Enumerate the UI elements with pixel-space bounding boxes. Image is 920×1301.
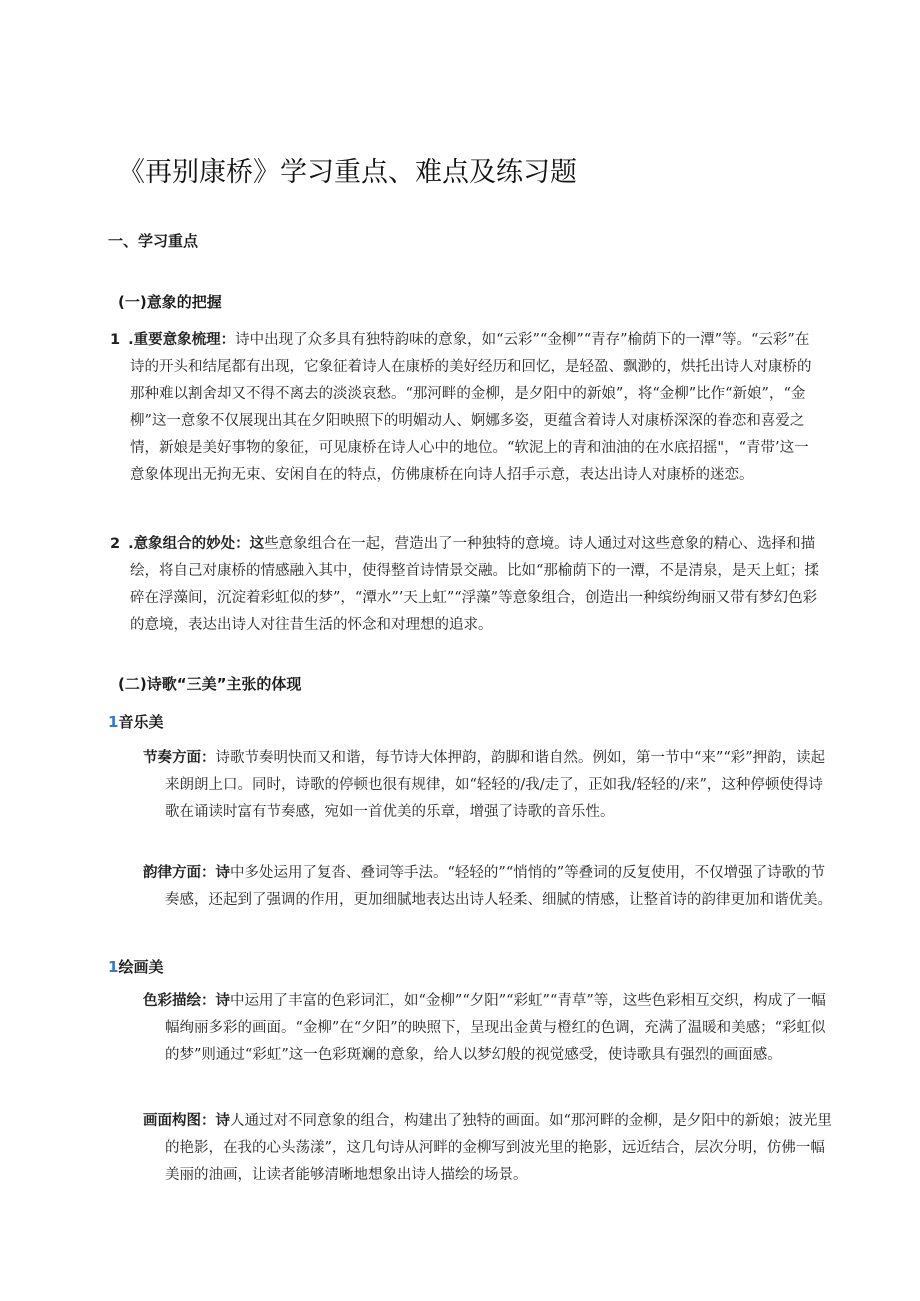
subsection-heading-imagery: (一)意象的把握 [118,293,222,311]
paragraph-imagery-review [110,327,820,489]
paragraph-meter [143,860,833,914]
paragraph-text: 诗中出现了众多具有独特韵味的意象，如“云彩”“金柳”“青存”榆荫下的一潭”等。“云彩”在诗的开头和结尾都有出现，它象征着诗人在康桥的美好经历和回忆，是轻盈、飘渺的，烘托出诗人对康桥的那种难以割舍却又不得不离去的淡淡哀愁。“那河畔的金柳，是夕阳中的新娘”，将“金柳”比作“新娘”，“金柳”这一意象不仅展现出其在夕阳映照下的明媚动人、婀娜多姿，更蕴含着诗人对康桥深深的眷恋和喜爱之情，新娘是美好事物的象征，可见康桥在诗人心中的地位。“软泥上的青和油油的在水底招摇"，“青带’这一意象体现出无拘无束、安闲自在的特点，仿佛康桥在向诗人招手示意，表达出诗人对康桥的迷恋。 [130,332,812,483]
paragraph-label: 韵律方面：诗 [143,865,230,881]
paragraph-label: 画面构图：诗 [143,1113,230,1129]
subsection-heading-three-beauties: (二)诗歌“三美”主张的体现 [118,675,302,693]
paragraph-text: 中多处运用了复沓、叠词等手法。“轻轻的”“悄悄的”等叠词的反复使用，不仅增强了诗歌的节奏感，还起到了强调的作用，更加细腻地表达出诗人轻柔、细腻的情感，让整首诗的韵律更加和谐优美。 [165,865,832,908]
paragraph-label: .重要意象梳理： [128,332,236,348]
heading-text: 音乐美 [118,713,164,731]
paragraph-text: 人通过对不同意象的组合，构建出了独特的画面。如“那河畔的金柳，是夕阳中的新娘；波光里的艳影，在我的心头荡漾”，这几句诗从河畔的金柳写到波光里的艳影，远近结合，层次分明，仿佛一幅美丽的油画，让读者能够清晰地想象出诗人描绘的场景。 [165,1113,832,1183]
paragraph-imagery-combination [110,531,820,639]
paragraph-rhythm [143,745,833,826]
list-number: 2 [110,536,121,552]
paragraph-label: .意象组合的妙处：这 [128,536,265,552]
paragraph-composition [143,1108,833,1189]
paragraph-label: 色彩描绘：诗 [143,993,230,1009]
heading-music-beauty [108,711,163,732]
paragraph-text: 些意象组合在一起，营造出了一种独特的意境。诗人通过对这些意象的精心、选择和描绘，将自己对康桥的情感融入其中，使得整首诗情景交融。比如“那榆荫下的一潭，不是清泉，是天上虹；揉碎在浮藻间，沉淀着彩虹似的梦”，“潭水”’天上虹”“浮藻”等意象组合，创造出一种缤纷绚丽又带有梦幻色彩的意境，表达出诗人对往昔生活的怀念和对理想的追求。 [130,536,819,633]
paragraph-label: 节奏方面： [143,750,216,766]
list-number: 1 [110,332,121,348]
list-marker: 1 [108,958,119,976]
list-marker: 1 [108,713,119,731]
section-heading-key-points: 一、学习重点 [108,232,199,250]
heading-painting-beauty [108,956,163,977]
page-title: 《再别康桥》学习重点、难点及练习题 [118,157,577,188]
paragraph-color [143,988,833,1069]
paragraph-text: 中运用了丰富的色彩词汇，如“金柳”“夕阳”“彩虹”“青草”等，这些色彩相互交织，构成了一幅幅绚丽多彩的画面。“金柳”在“夕阳”的映照下，呈现出金黄与橙红的色调，充满了温暖和美感；“彩虹似的梦”则通过“彩虹”这一色彩斑斓的意象，给人以梦幻般的视觉感受，使诗歌具有强烈的画面感。 [165,993,826,1063]
heading-text: 绘画美 [118,958,164,976]
paragraph-text: 诗歌节奏明快而又和谐，每节诗大体押韵，韵脚和谐自然。例如，第一节中“来”“彩”押韵，读起来朗朗上口。同时，诗歌的停顿也很有规律，如“轻轻的/我/走了，正如我/轻轻的/来”，这种停顿使得诗歌在诵读时富有节奏感，宛如一首优美的乐章，增强了诗歌的音乐性。 [165,750,826,820]
